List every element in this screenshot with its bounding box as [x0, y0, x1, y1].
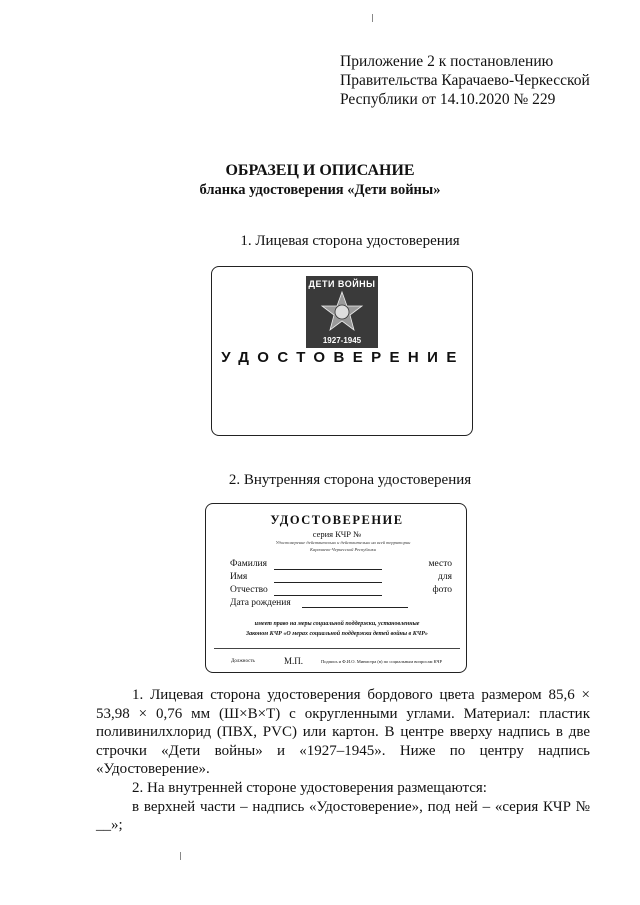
section-front-heading: 1. Лицевая сторона удостоверения: [240, 233, 460, 249]
paragraph-3: в верхней части – надпись «Удостоверение», под ней – «серия КЧР № __»;: [96, 798, 590, 834]
field-name-line: [274, 582, 382, 583]
paragraph-1: 1. Лицевая сторона удостоверения бордового цвета размером 85,6 × 53,98 × 0,76 мм (Ш×В×Т) с округленными углами. Материал: пластик поливинилхлорид (ПВХ, PVC) или картон. В центре вверху надпись в две строчки «Дети войны» и «1927–1945». Ниже по центру надпись «Удостоверение».: [96, 687, 590, 778]
inner-card-rights-line-2: Законом КЧР «О мерах социальной поддержки детей войны в КЧР»: [246, 631, 428, 637]
description-text: [96, 686, 590, 835]
inner-card-position: Должность: [231, 659, 255, 664]
inner-card-title: УДОСТОВЕРЕНИЕ: [270, 513, 404, 527]
field-birthdate-line: [302, 607, 408, 608]
section-inner-heading: 2. Внутренняя сторона удостоверения: [228, 472, 472, 488]
emblem-top-label: ДЕТИ ВОЙНЫ: [308, 279, 376, 289]
document-title: ОБРАЗЕЦ И ОПИСАНИЕ: [225, 162, 415, 179]
field-birthdate-label: Дата рождения: [230, 598, 291, 608]
scan-mark: [180, 852, 181, 860]
photo-label-2: для: [438, 572, 452, 582]
scan-mark: [372, 14, 373, 22]
inner-card-signature: Подпись и Ф.И.О. Министра (в) по социальным вопросам КЧР: [321, 659, 442, 664]
appendix-line-2: Правительства Карачаево-Черкесской: [340, 72, 590, 89]
field-patronymic-line: [274, 595, 382, 596]
appendix-line-1: Приложение 2 к постановлению: [340, 53, 554, 70]
field-patronymic-label: Отчество: [230, 585, 268, 595]
inner-card-rights-line-1: имеет право на меры социальной поддержки, установленные: [254, 621, 420, 627]
field-surname-line: [274, 569, 382, 570]
emblem-bottom-label: 1927-1945: [322, 336, 362, 345]
photo-label-1: место: [428, 559, 452, 569]
inner-card-stamp-place: М.П.: [284, 656, 304, 666]
order-star-icon: [320, 290, 364, 334]
inner-card-divider: [214, 648, 460, 649]
front-card: [211, 266, 473, 436]
emblem: [306, 276, 378, 348]
paragraph-2: 2. На внутренней стороне удостоверения размещаются:: [132, 779, 487, 796]
document-subtitle: бланка удостоверения «Дети войны»: [199, 182, 441, 198]
photo-label-3: фото: [432, 585, 452, 595]
appendix-note: [340, 52, 630, 109]
inner-card-series: серия КЧР №: [312, 529, 362, 539]
inner-card: [205, 503, 467, 673]
appendix-line-3: Республики от 14.10.2020 № 229: [340, 91, 556, 108]
front-card-word: УДОСТОВЕРЕНИЕ: [221, 349, 465, 366]
field-name-label: Имя: [230, 572, 248, 582]
inner-card-validity-line-2: Карачаево-Черкесской Республики: [309, 547, 377, 552]
inner-card-validity-line-1: Удостоверение действительно и действительно на всей территории: [275, 540, 411, 545]
field-surname-label: Фамилия: [230, 559, 268, 569]
